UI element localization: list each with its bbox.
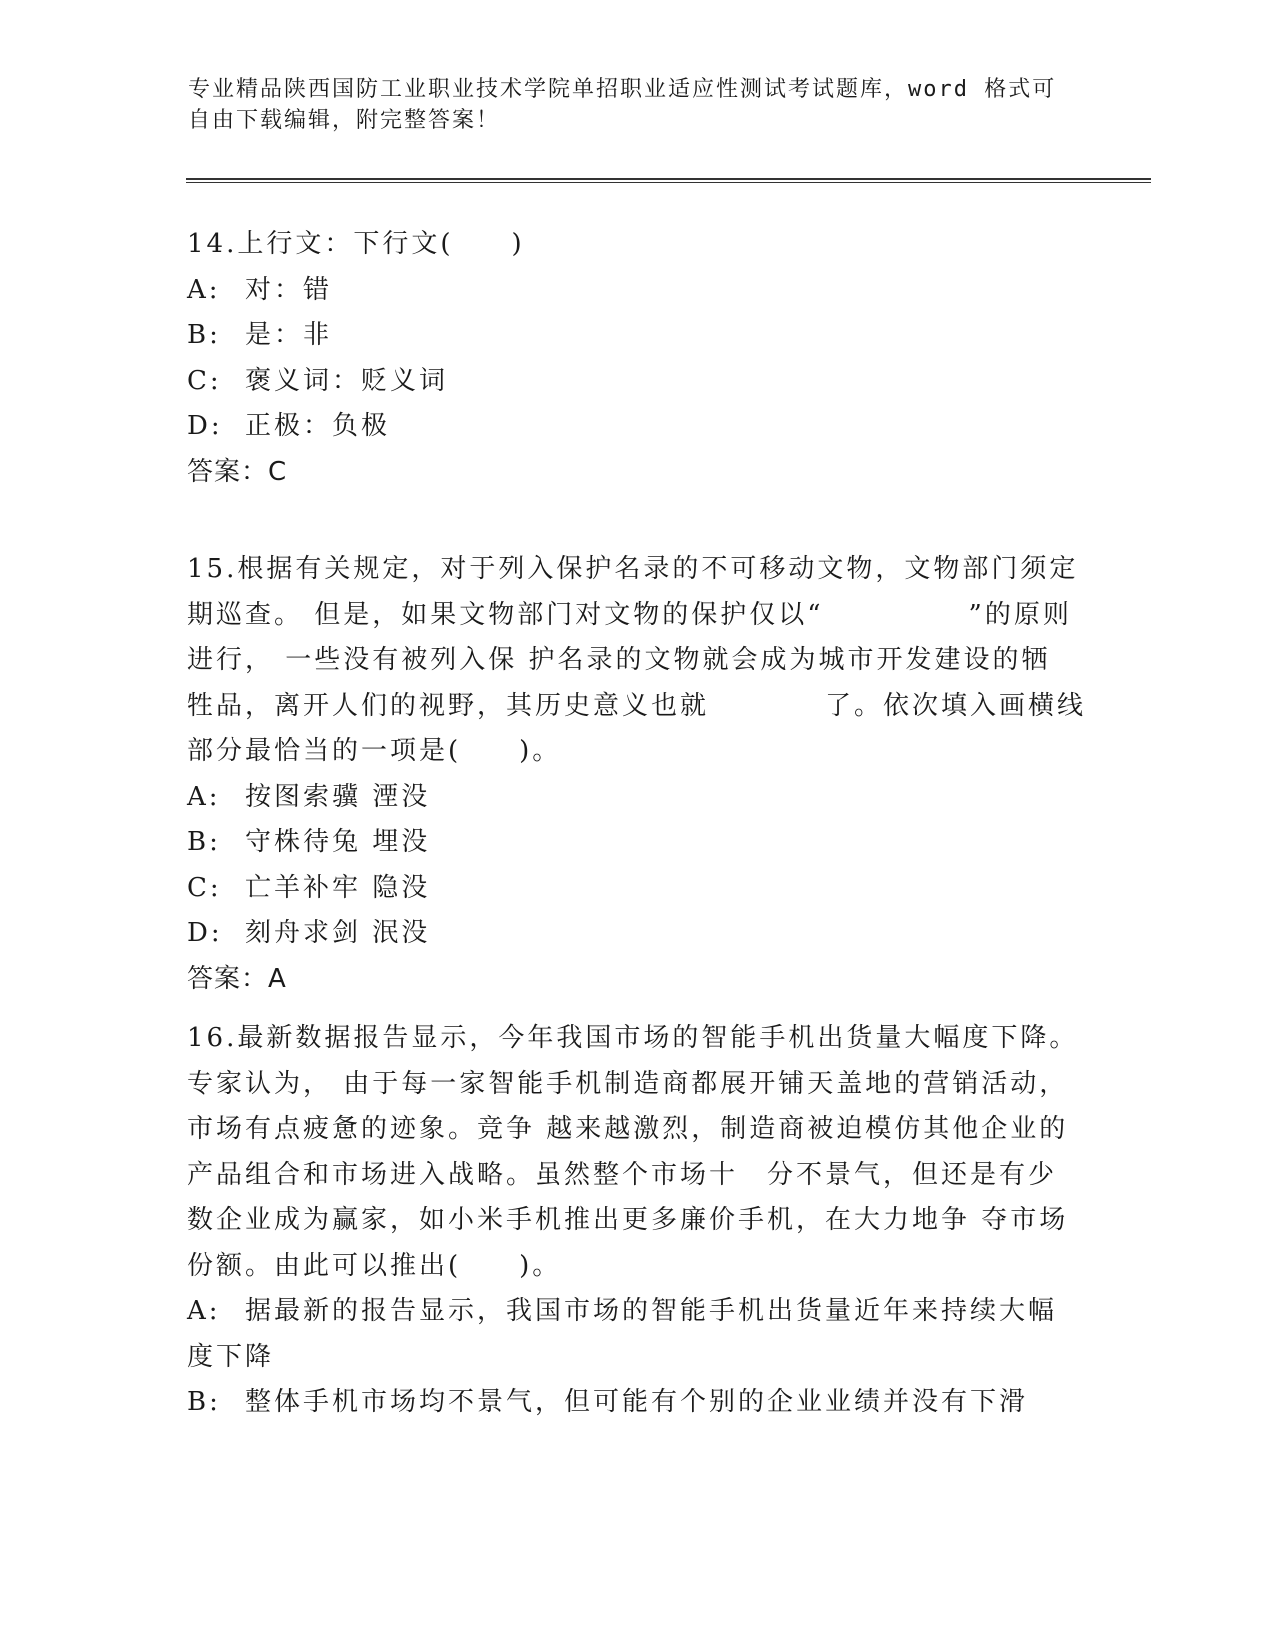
- page-header: [188, 74, 1068, 136]
- question-stem-line: 16.最新数据报告显示，今年我国市场的智能手机出货量大幅度下降。: [187, 1023, 1079, 1053]
- option-text: 据最新的报告显示，我国市场的智能手机出货量近年来持续大幅: [245, 1296, 1058, 1326]
- question-14: [187, 222, 1087, 495]
- option-b: [187, 313, 1087, 359]
- option-letter: A:: [187, 1296, 221, 1326]
- option-d: [187, 404, 1087, 450]
- option-b: [187, 820, 1087, 866]
- question-stem-line: 进行， 一些没有被列入保 护名录的文物就会成为城市开发建设的牺: [187, 645, 1051, 675]
- option-b: [187, 1380, 1087, 1426]
- header-divider-thick: [186, 178, 1151, 180]
- option-text: 对：错: [245, 274, 333, 305]
- option-letter: B:: [187, 1387, 221, 1417]
- option-text: 按图索骥 湮没: [245, 781, 431, 812]
- header-divider-thin: [186, 182, 1151, 183]
- option-text: 守株待兔 埋没: [245, 827, 431, 857]
- question-stem-line: 市场有点疲惫的迹象。竞争 越来越激烈，制造商被迫模仿其他企业的: [187, 1114, 1069, 1144]
- question-stem-line: 期巡查。 但是，如果文物部门对文物的保护仅以“ ”的原则: [187, 599, 1072, 630]
- question-stem-line: 产品组合和市场进入战略。虽然整个市场十 分不景气，但还是有少: [187, 1159, 1058, 1190]
- question-stem-line: 14.上行文：下行文( ): [187, 229, 525, 259]
- question-15: [187, 547, 1087, 1002]
- answer-line: 答案：A: [187, 963, 287, 994]
- option-letter: D:: [187, 918, 223, 948]
- option-letter: D:: [187, 411, 223, 441]
- option-letter: B:: [187, 320, 221, 350]
- option-text: 褒义词：贬义词: [245, 365, 449, 396]
- option-a: [187, 1289, 1087, 1380]
- option-letter: A:: [187, 781, 221, 812]
- option-d: [187, 911, 1087, 957]
- option-text: 刻舟求剑 泯没: [245, 918, 431, 948]
- header-line-1: 专业精品陕西国防工业职业技术学院单招职业适应性测试考试题库，word 格式可: [188, 77, 1057, 102]
- option-letter: C:: [187, 872, 222, 903]
- question-stem-line: 牲品，离开人们的视野，其历史意义也就 了。依次填入画横线: [187, 690, 1087, 721]
- question-stem-line: 15.根据有关规定，对于列入保护名录的不可移动文物，文物部门须定: [187, 554, 1079, 584]
- option-text: 是：非: [245, 320, 333, 350]
- header-line-2: 自由下载编辑，附完整答案！: [188, 108, 501, 133]
- answer-line: 答案：C: [187, 456, 288, 487]
- option-letter: C:: [187, 365, 222, 396]
- option-text: 整体手机市场均不景气，但可能有个别的企业业绩并没有下滑: [245, 1387, 1029, 1417]
- option-text: 正极：负极: [245, 411, 391, 441]
- option-a: [187, 775, 1087, 821]
- question-stem-line: 份额。由此可以推出( )。: [187, 1250, 562, 1281]
- option-letter: A:: [187, 274, 221, 305]
- option-c: [187, 359, 1087, 405]
- question-16: [187, 1016, 1087, 1426]
- question-stem-line: 部分最恰当的一项是( )。: [187, 736, 562, 766]
- option-a: [187, 268, 1087, 314]
- option-c: [187, 866, 1087, 912]
- option-letter: B:: [187, 827, 221, 857]
- option-text-continuation: 度下降: [187, 1341, 275, 1372]
- question-stem-line: 专家认为， 由于每一家智能手机制造商都展开铺天盖地的营销活动，: [187, 1068, 1069, 1099]
- question-stem-line: 数企业成为赢家，如小米手机推出更多廉价手机，在大力地争 夺市场: [187, 1205, 1069, 1235]
- option-text: 亡羊补牢 隐没: [245, 872, 431, 903]
